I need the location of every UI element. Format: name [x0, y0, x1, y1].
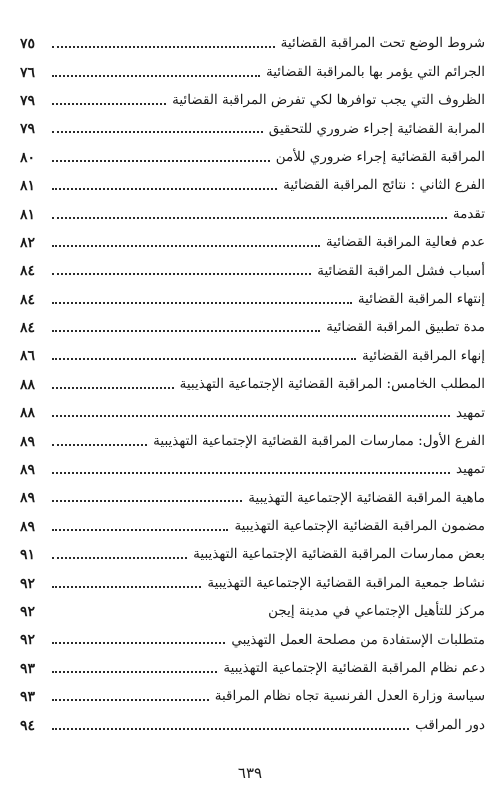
dot-leader [52, 699, 209, 701]
toc-entry [20, 286, 485, 314]
toc-entry-title: عدم فعالية المراقبة القضائية [325, 234, 485, 251]
toc-entry-title: إنتهاء المراقبة القضائية [357, 290, 485, 307]
toc-entry-page: ٨٢ [20, 234, 36, 251]
dot-leader [52, 728, 409, 730]
toc-entry-title: بعض ممارسات المراقبة القضائية الإجتماعية التهذيبية [193, 546, 485, 563]
dot-leader [52, 273, 311, 275]
dot-leader [52, 160, 270, 162]
toc-entry-page: ٨٦ [20, 348, 36, 365]
toc-entry-page: ٨٨ [20, 405, 36, 422]
toc-entry-page: ٨٩ [20, 490, 36, 507]
dot-leader [52, 46, 275, 48]
toc-entry-page: ٩١ [20, 547, 36, 564]
toc-entry-title: الفرع الأول: ممارسات المراقبة القضائية الإجتماعية التهذيبية [153, 432, 485, 449]
toc-entry [20, 257, 485, 285]
dot-leader [52, 500, 242, 502]
toc-entry [20, 456, 485, 484]
toc-entry [20, 30, 485, 58]
toc-entry-page: ٨٤ [20, 291, 36, 308]
toc-entry-page: ٧٥ [20, 36, 36, 53]
toc-entry-page: ٩٢ [20, 575, 36, 592]
toc-entry-title: مضمون المراقبة القضائية الإجتماعية التهذيبية [234, 518, 485, 535]
dot-leader [52, 330, 320, 332]
toc-entry-page: ٩٢ [20, 632, 36, 649]
toc-entry-title: مركز للتأهيل الإجتماعي في مدينة إيجن [268, 603, 485, 620]
toc-entry [20, 371, 485, 399]
toc-entry-title: تمهيد [456, 461, 485, 478]
toc-entry-page: ٨٤ [20, 320, 36, 337]
dot-leader [52, 472, 450, 474]
toc-entry-title: الفرع الثاني : نتائج المراقبة القضائية [283, 177, 485, 194]
toc-entry-title: المرابة القضائية إجراء ضروري للتحقيق [268, 120, 485, 137]
dot-leader [52, 217, 447, 219]
toc-entry [20, 399, 485, 427]
toc-entry-page: ٨١ [20, 206, 36, 223]
dot-leader [52, 358, 356, 360]
toc-entry [20, 655, 485, 683]
toc-entry-title: دور المراقب [415, 716, 485, 733]
toc-entry [20, 115, 485, 143]
toc-entry-page: ٧٦ [20, 64, 36, 81]
dot-leader [52, 302, 352, 304]
toc-entry-page: ٩٣ [20, 660, 36, 677]
dot-leader [52, 387, 174, 389]
toc-entry-page: ٧٩ [20, 121, 36, 138]
toc-entry-title: متطلبات الإستفادة من مصلحة العمل التهذيبي [231, 631, 485, 648]
dot-leader [52, 188, 277, 190]
toc-entry-page: ٨٩ [20, 433, 36, 450]
toc-entry [20, 200, 485, 228]
toc-entry [20, 144, 485, 172]
toc-entry [20, 229, 485, 257]
toc-entry-title: دعم نظام المراقبة القضائية الإجتماعية التهذيبية [223, 660, 485, 677]
toc-entry-title: سياسة وزارة العدل الفرنسية تجاه نظام المراقبة [214, 688, 485, 705]
toc-entry-page: ٨٤ [20, 263, 36, 280]
toc-entry-title: نشاط جمعية المراقبة القضائية الإجتماعية التهذيبية [207, 574, 485, 591]
toc-entry [20, 87, 485, 115]
dot-leader [52, 131, 263, 133]
toc-entry [20, 484, 485, 512]
dot-leader [52, 557, 187, 559]
toc-entry [20, 541, 485, 569]
dot-leader [52, 642, 225, 644]
toc-entry [20, 342, 485, 370]
toc-entry [20, 569, 485, 597]
dot-leader [52, 529, 228, 531]
toc-entry-title: أسباب فشل المراقبة القضائية [317, 262, 485, 279]
table-of-contents [20, 30, 485, 740]
page-number: ٦٣٩ [237, 764, 263, 782]
toc-entry-title: الظروف التي يجب توافرها لكي تفرض المراقبة القضائية [172, 92, 485, 109]
dot-leader [52, 444, 147, 446]
toc-entry [20, 427, 485, 455]
dot-leader [52, 75, 260, 77]
toc-entry [20, 683, 485, 711]
toc-entry-page: ٩٤ [20, 717, 36, 734]
toc-entry [20, 513, 485, 541]
toc-entry-title: ماهية المراقبة القضائية الإجتماعية التهذيبية [248, 489, 485, 506]
toc-entry-title: شروط الوضع تحت المراقبة القضائية [280, 35, 485, 52]
toc-entry-title: المطلب الخامس: المراقبة القضائية الإجتماعية التهذيبية [179, 376, 485, 393]
toc-entry-page: ٧٩ [20, 92, 36, 109]
toc-entry-title: الجرائم التي يؤمر بها بالمراقبة القضائية [265, 63, 485, 80]
dot-leader [52, 586, 201, 588]
dot-leader [52, 415, 450, 417]
toc-entry [20, 314, 485, 342]
dot-leader [52, 103, 166, 105]
toc-entry-page: ٩٢ [20, 604, 36, 620]
toc-entry-title: مدة تطبيق المراقبة القضائية [326, 319, 485, 336]
toc-entry-title: إنهاء المراقبة القضائية [362, 347, 485, 364]
toc-entry [20, 626, 485, 654]
toc-entry-page: ٨١ [20, 178, 36, 195]
dot-leader [52, 671, 217, 673]
toc-entry-page: ٩٣ [20, 689, 36, 706]
toc-entry [20, 172, 485, 200]
toc-entry-page: ٨٨ [20, 376, 36, 393]
toc-entry [20, 711, 485, 739]
toc-entry-page: ٨٩ [20, 462, 36, 479]
toc-entry-page: ٨٠ [20, 149, 36, 166]
dot-leader [52, 245, 320, 247]
toc-entry-title: تقدمة [452, 205, 485, 222]
toc-entry-title: المراقبة القضائية إجراء ضروري للأمن [275, 149, 485, 165]
toc-entry-title: تمهيد [456, 404, 485, 421]
toc-entry [20, 58, 485, 86]
toc-entry-page: ٨٩ [20, 518, 36, 535]
toc-entry [20, 598, 485, 626]
